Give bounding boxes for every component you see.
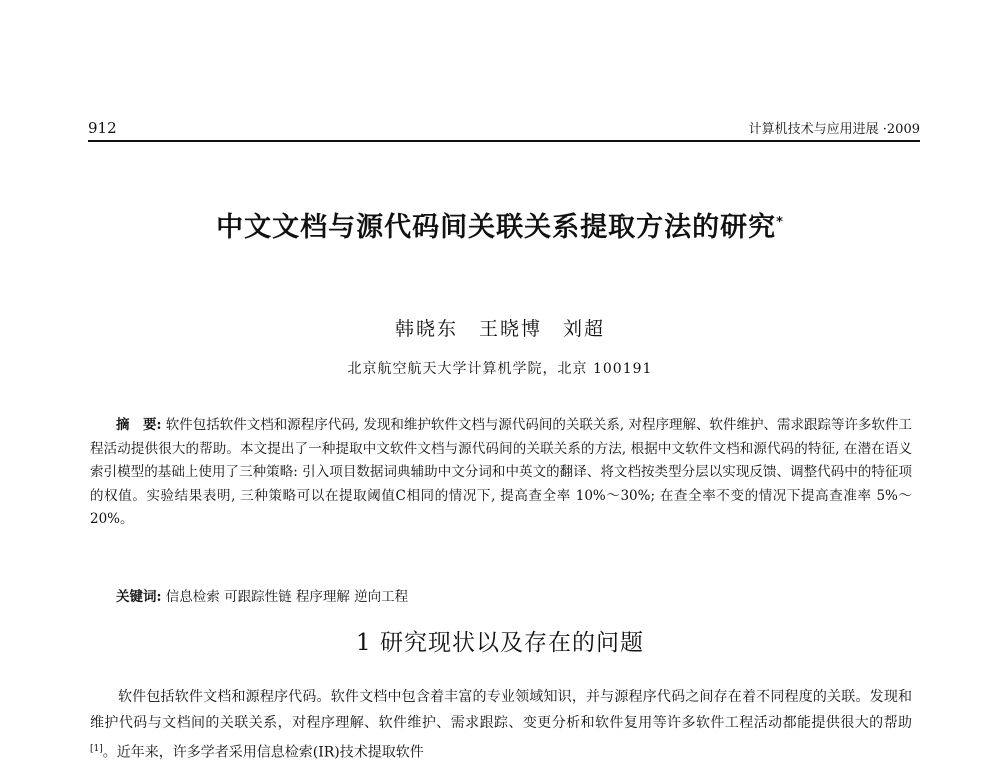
journal-name: 计算机技术与应用进展 ·2009 <box>748 122 920 137</box>
keywords <box>116 585 916 605</box>
body-paragraph <box>90 684 912 760</box>
abstract <box>90 414 912 532</box>
body-text-continued: 。近年来，许多学者采用信息检索(IR)技术提取软件 <box>102 744 424 760</box>
title-footnote-mark: * <box>776 215 784 230</box>
body-text: 软件包括软件文档和源程序代码。软件文档中包含着丰富的专业领域知识，并与源程序代码之间存在着不同程度的关联。发现和维护代码与文档间的关联关系，对程序理解、软件维护、需求跟踪、变更分析和软件复用等许多软件工程活动都能提供很大的帮助 <box>90 689 912 731</box>
page-number: 912 <box>88 119 117 137</box>
keywords-text: 信息检索 可跟踪性链 程序理解 逆向工程 <box>165 589 409 605</box>
paper-title <box>0 205 1000 244</box>
section-heading: 1 研究现状以及存在的问题 <box>356 630 644 656</box>
abstract-text: 软件包括软件文档和源程序代码, 发现和维护软件文档与源代码间的关联关系, 对程序理解、软件维护、需求跟踪等许多软件工程活动提供很大的帮助。本文提出了一种提取中文软件文档与源代码间的关联关系的方法, 根据中文软件文档和源代码的特征, 在潜在语义索引模型的基础上使用了三种策略: 引入项目数据词典辅助中文分词和中英文的翻译、将文档按类型分层以实现反馈、调整代码中的特征项的权值。实验结果表明, 三种策略可以在提取阈值C相同的情况下, 提高查全率 10%～30%; 在查全率不变的情况下提高查准率 5%～20%。 <box>90 417 913 527</box>
affiliation: 北京航空航天大学计算机学院，北京 100191 <box>347 361 653 377</box>
paper-title-text: 中文文档与源代码间关联关系提取方法的研究 <box>216 212 777 243</box>
running-header <box>88 118 920 142</box>
abstract-label: 摘 要: <box>116 417 162 433</box>
keywords-label: 关键词: <box>116 589 162 605</box>
authors: 韩晓东 王晓博 刘超 <box>394 318 605 340</box>
citation-mark: [1] <box>90 744 103 754</box>
